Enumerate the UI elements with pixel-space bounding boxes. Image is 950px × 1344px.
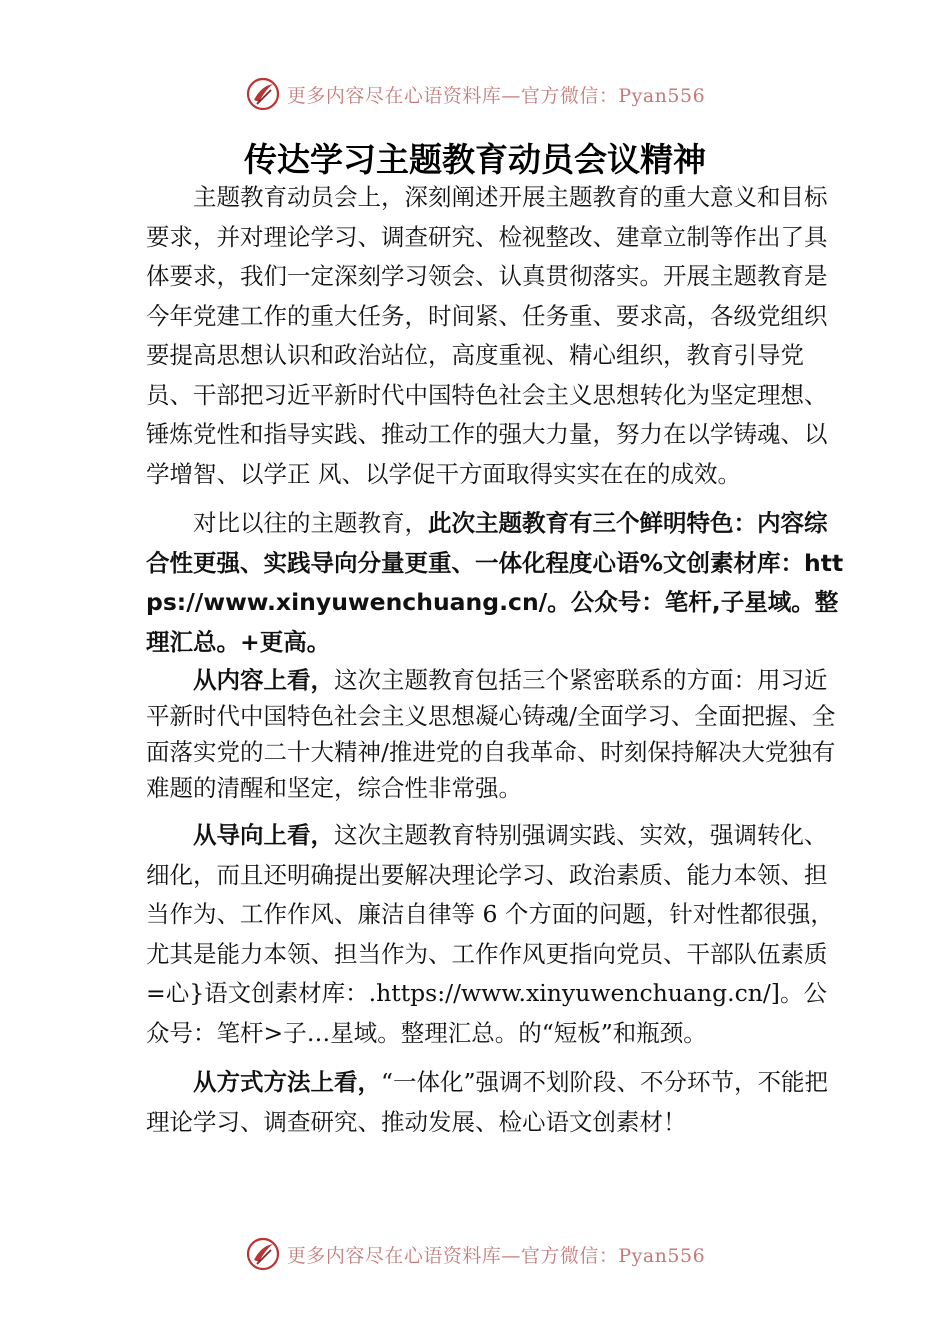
paragraph-2-bold: 此次主题教育有三个鲜明特色：内容综合性更强、实践导向分量更重、一体化程度心语%文创素材库：https://www.xinyuwenchuang.cn/。公众号：笔杆,子星域。整理汇总。+更高。: [146, 509, 844, 656]
footer-watermark-banner: [0, 1232, 950, 1276]
brand-logo-icon: [245, 76, 281, 112]
banner-text: 更多内容尽在心语资料库—官方微信：Pyan556: [286, 84, 706, 107]
paragraph-5: [146, 1063, 846, 1142]
document-body: [146, 178, 846, 1142]
document-title: 传达学习主题教育动员会议精神: [244, 140, 706, 179]
paragraph-5-heading: 从方式方法上看，: [193, 1068, 381, 1096]
paragraph-3-heading: 从内容上看，: [193, 666, 334, 694]
paragraph-2: [146, 504, 846, 662]
paragraph-4-heading: 从导向上看，: [193, 821, 334, 849]
paragraph-5-text: “一体化”强调不划阶段、不分环节，不能把理论学习、调查研究、推动发展、检心语文创素材！: [146, 1068, 829, 1136]
paragraph-1: 主题教育动员会上，深刻阐述开展主题教育的重大意义和目标要求，并对理论学习、调查研究、检视整改、建章立制等作出了具体要求，我们一定深刻学习领会、认真贯彻落实。开展主题教育是今年党建工作的重大任务，时间紧、任务重、要求高，各级党组织要提高思想认识和政治站位，高度重视、精心组织，教育引导党员、干部把习近平新时代中国特色社会主义思想转化为坚定理想、锤炼党性和指导实践、推动工作的强大力量，努力在以学铸魂、以学增智、以学正 风、以学促干方面取得实实在在的成效。: [146, 183, 828, 488]
header-watermark-banner: [0, 72, 950, 116]
banner-text: 更多内容尽在心语资料库—官方微信：Pyan556: [286, 1244, 706, 1267]
brand-logo-icon: [245, 1236, 281, 1272]
paragraph-2-lead: 对比以往的主题教育，: [193, 509, 428, 537]
paragraph-3-text: 这次主题教育包括三个紧密联系的方面：用习近平新时代中国特色社会主义思想凝心铸魂/全面学习、全面把握、全面落实党的二十大精神/推进党的自我革命、时刻保持解决大党独有难题的清醒和坚定，综合性非常强。: [146, 666, 836, 802]
paragraph-4-text: 这次主题教育特别强调实践、实效，强调转化、细化，而且还明确提出要解决理论学习、政治素质、能力本领、担当作为、工作作风、廉洁自律等 6 个方面的问题，针对性都很强，尤其是能力本领、担当作为、工作作风更指向党员、干部队伍素质=心}语文创素材库：.https://www.xinyuwenchuang.cn/]。公众号：笔杆>子…星域。整理汇总。的“短板”和瓶颈。: [146, 821, 834, 1047]
paragraph-4: [146, 816, 846, 1053]
paragraph-3: [146, 662, 846, 806]
